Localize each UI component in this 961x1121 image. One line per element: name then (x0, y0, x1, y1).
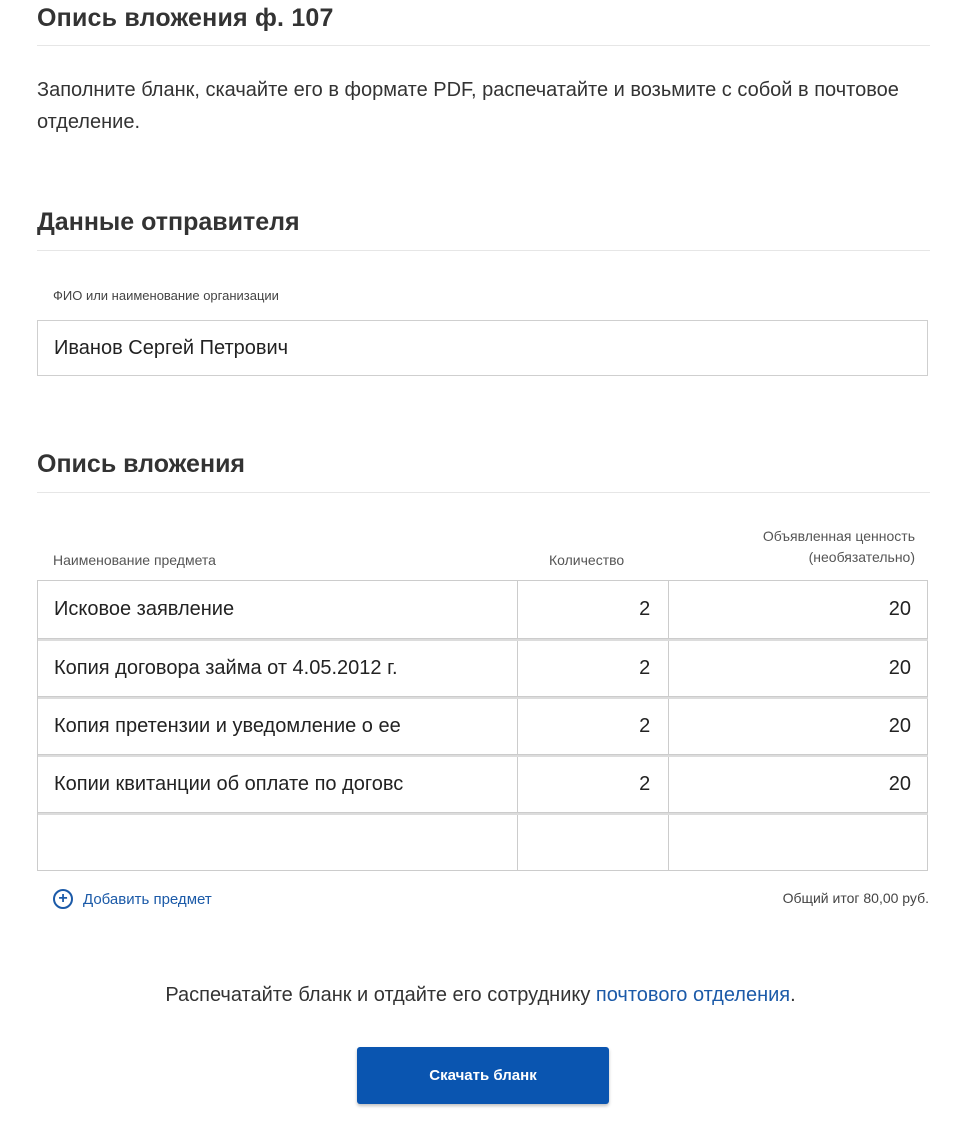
table-row (38, 697, 928, 755)
column-header-value-line1: Объявленная ценность (762, 528, 915, 544)
item-value-cell[interactable]: 20 (669, 699, 928, 754)
sender-name-label: ФИО или наименование организации (53, 288, 279, 303)
item-name-cell[interactable]: Копия претензии и уведомление о ее (38, 699, 518, 754)
item-value-cell[interactable]: 20 (669, 641, 928, 696)
item-name-cell[interactable] (38, 815, 518, 870)
download-form-button[interactable]: Скачать бланк (357, 1047, 609, 1104)
column-header-value (763, 526, 915, 568)
divider (37, 45, 930, 46)
item-quantity-cell[interactable]: 2 (518, 757, 669, 812)
item-name-cell[interactable]: Исковое заявление (38, 581, 518, 638)
column-header-quantity: Количество (549, 552, 625, 568)
inventory-section-heading: Опись вложения (37, 450, 246, 478)
inventory-table (37, 580, 928, 871)
post-office-link[interactable]: почтового отделения (595, 984, 791, 1006)
item-value-cell[interactable]: 20 (669, 581, 928, 638)
add-item-button[interactable] (53, 889, 212, 909)
item-quantity-cell[interactable]: 2 (518, 699, 669, 754)
total-amount: Общий итог 80,00 руб. (782, 890, 929, 906)
footer-note-end: . (790, 984, 796, 1006)
column-header-value-line2: (необязательно) (808, 549, 915, 565)
item-value-cell[interactable]: 20 (669, 757, 928, 812)
footer-note-text: Распечатайте бланк и отдайте его сотруднику (165, 984, 596, 1006)
table-row-empty (38, 813, 928, 871)
plus-circle-icon: + (53, 889, 73, 909)
intro-text: Заполните бланк, скачайте его в формате PDF, распечатайте и возьмите с собой в почтовое отделение. (37, 79, 899, 133)
sender-section-heading: Данные отправителя (37, 208, 300, 236)
page-title: Опись вложения ф. 107 (37, 4, 334, 32)
sender-name-field[interactable] (37, 320, 928, 376)
divider (37, 492, 930, 493)
column-header-name: Наименование предмета (53, 552, 216, 568)
table-row (38, 581, 928, 639)
footer-note (0, 984, 961, 1007)
item-quantity-cell[interactable]: 2 (518, 641, 669, 696)
table-row (38, 755, 928, 813)
add-item-label: Добавить предмет (83, 890, 212, 908)
table-row (38, 639, 928, 697)
divider (37, 250, 930, 251)
item-quantity-cell[interactable] (518, 815, 669, 870)
item-name-cell[interactable]: Копия договора займа от 4.05.2012 г. (38, 641, 518, 696)
item-name-cell[interactable]: Копии квитанции об оплате по договс (38, 757, 518, 812)
item-value-cell[interactable] (669, 815, 928, 870)
item-quantity-cell[interactable]: 2 (518, 581, 669, 638)
